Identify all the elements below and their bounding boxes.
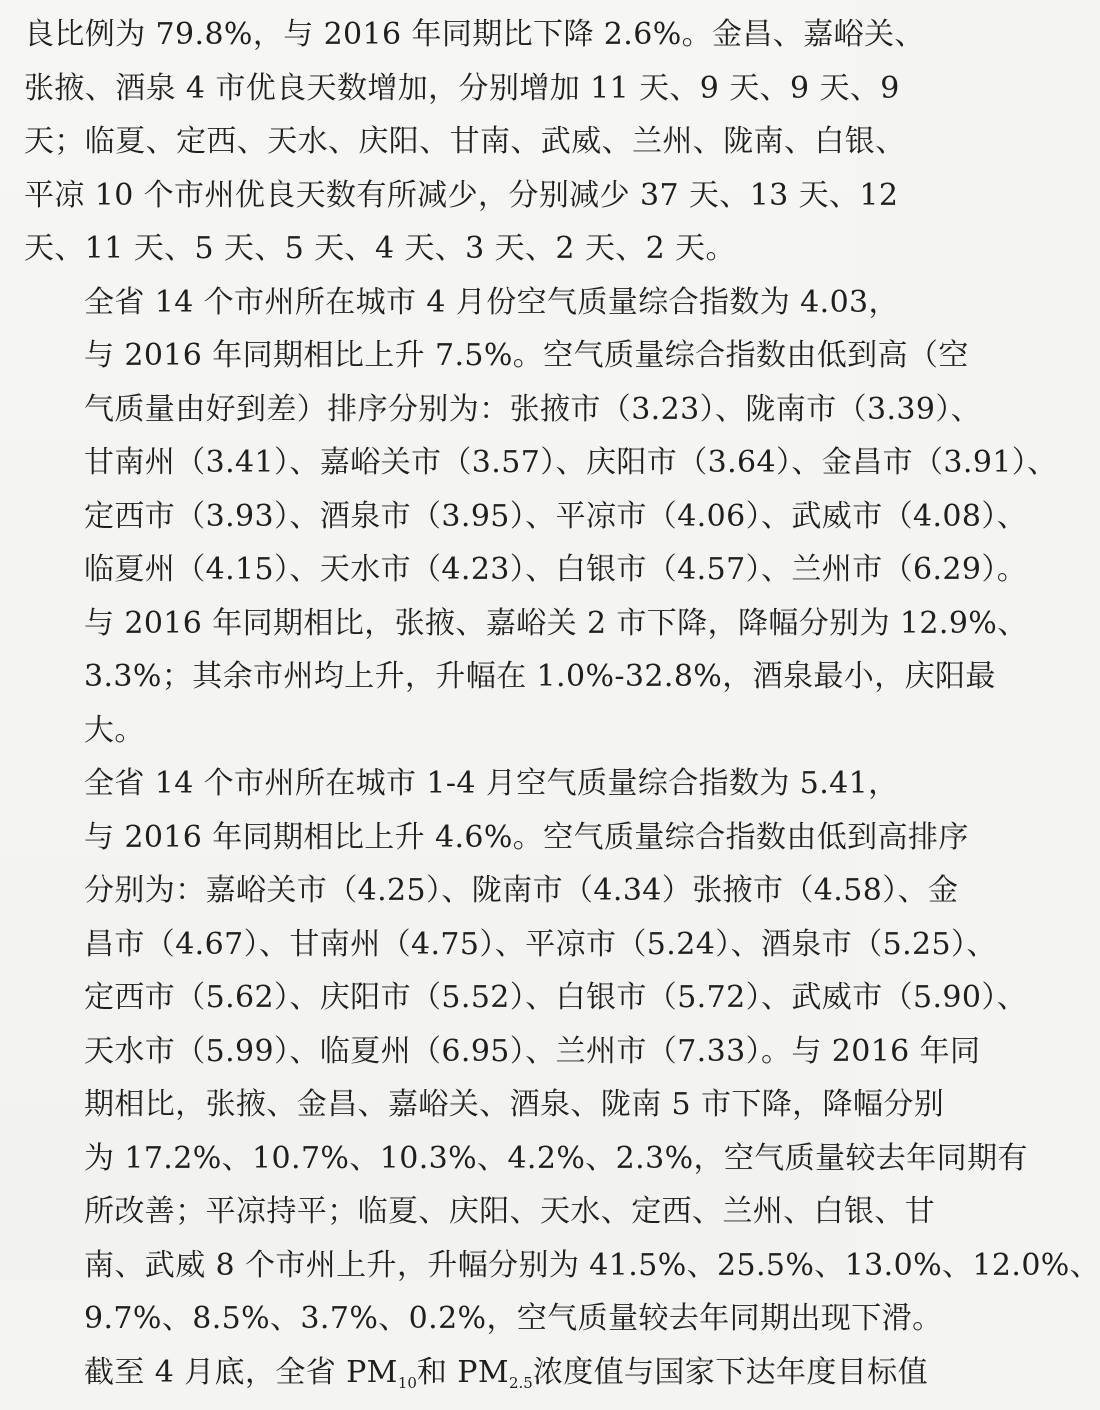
- paragraph-p1: [24, 8, 834, 276]
- text-line: 平凉 10 个市州优良天数有所减少，分别减少 37 天、13 天、12: [24, 169, 834, 223]
- text-line: 9.7%、8.5%、3.7%、0.2%，空气质量较去年同期出现下滑。: [24, 1292, 834, 1346]
- text-line: 气质量由好到差）排序分别为：张掖市（3.23）、陇南市（3.39）、: [24, 383, 834, 437]
- subscript: 10: [398, 1374, 417, 1392]
- text-line: 3.3%；其余市州均上升，升幅在 1.0%-32.8%，酒泉最小，庆阳最: [24, 650, 834, 704]
- text-line: 全省 14 个市州所在城市 1-4 月空气质量综合指数为 5.41，: [24, 757, 834, 811]
- text-line: 与 2016 年同期相比，张掖、嘉峪关 2 市下降，降幅分别为 12.9%、: [24, 597, 834, 651]
- paragraph-p3: [24, 757, 834, 1346]
- text-line: 临夏州（4.15）、天水市（4.23）、白银市（4.57）、兰州市（6.29）。: [24, 543, 834, 597]
- text-line: 张掖、酒泉 4 市优良天数增加，分别增加 11 天、9 天、9 天、9: [24, 62, 834, 116]
- text-line: [24, 1346, 834, 1410]
- text-line: 定西市（5.62）、庆阳市（5.52）、白银市（5.72）、武威市（5.90）、: [24, 971, 834, 1025]
- text-line: 分别为：嘉峪关市（4.25）、陇南市（4.34）张掖市（4.58）、金: [24, 864, 834, 918]
- document-text-block: [24, 8, 834, 1410]
- text-line: 天水市（5.99）、临夏州（6.95）、兰州市（7.33）。与 2016 年同: [24, 1025, 834, 1079]
- text-line: 天；临夏、定西、天水、庆阳、甘南、武威、兰州、陇南、白银、: [24, 115, 834, 169]
- paragraph-p2: [24, 276, 834, 758]
- text-line: 大。: [24, 704, 834, 758]
- text-line: 为 17.2%、10.7%、10.3%、4.2%、2.3%，空气质量较去年同期有: [24, 1132, 834, 1186]
- text-line: 昌市（4.67）、甘南州（4.75）、平凉市（5.24）、酒泉市（5.25）、: [24, 918, 834, 972]
- text-segment: 浓度值与国家下达年度目标值: [533, 1355, 928, 1390]
- text-line: 与 2016 年同期相比上升 7.5%。空气质量综合指数由低到高（空: [24, 329, 834, 383]
- text-segment: 截至 4 月底，全省 PM: [84, 1355, 398, 1390]
- text-line: 南、武威 8 个市州上升，升幅分别为 41.5%、25.5%、13.0%、12.0%、: [24, 1239, 834, 1293]
- text-line: 甘南州（3.41）、嘉峪关市（3.57）、庆阳市（3.64）、金昌市（3.91）、: [24, 436, 834, 490]
- text-segment: 和 PM: [417, 1355, 509, 1390]
- paragraph-p4: [24, 1346, 834, 1410]
- text-line: 全省 14 个市州所在城市 4 月份空气质量综合指数为 4.03，: [24, 276, 834, 330]
- text-line: 良比例为 79.8%，与 2016 年同期比下降 2.6%。金昌、嘉峪关、: [24, 8, 834, 62]
- text-line: 定西市（3.93）、酒泉市（3.95）、平凉市（4.06）、武威市（4.08）、: [24, 490, 834, 544]
- document-paragraphs: [24, 8, 834, 1410]
- text-line: 与 2016 年同期相比上升 4.6%。空气质量综合指数由低到高排序: [24, 811, 834, 865]
- text-line: 所改善；平凉持平；临夏、庆阳、天水、定西、兰州、白银、甘: [24, 1185, 834, 1239]
- text-line: 期相比，张掖、金昌、嘉峪关、酒泉、陇南 5 市下降，降幅分别: [24, 1078, 834, 1132]
- text-line: 天、11 天、5 天、5 天、4 天、3 天、2 天、2 天。: [24, 222, 834, 276]
- subscript: 2.5: [509, 1374, 533, 1392]
